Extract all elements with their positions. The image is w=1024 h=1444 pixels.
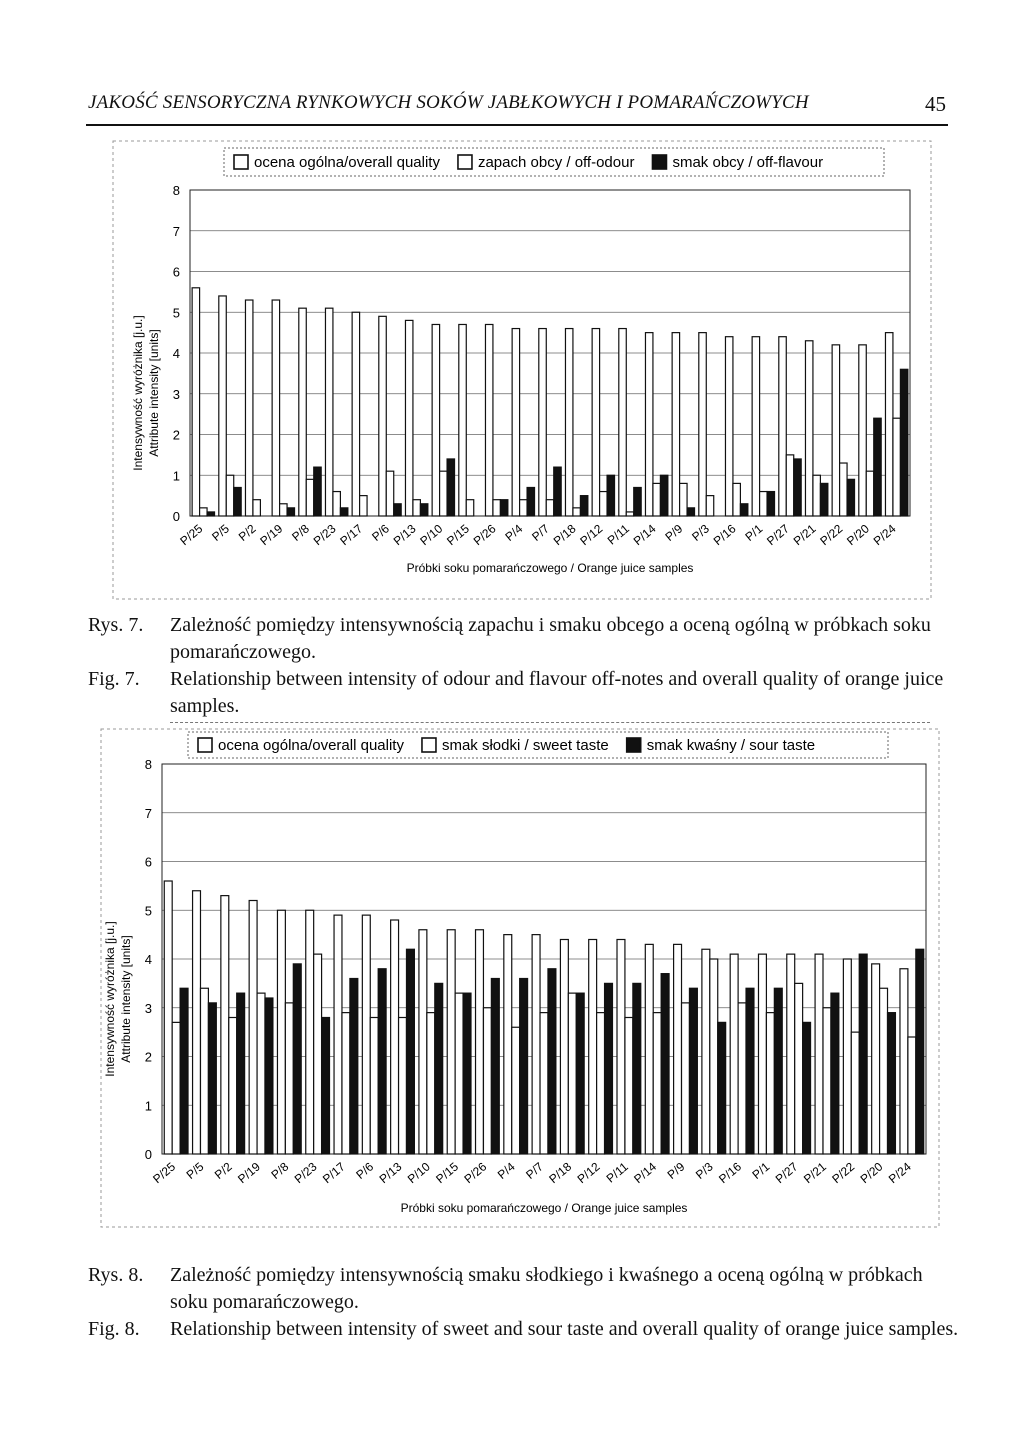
bar-P15-s1	[466, 500, 473, 516]
bar-P10-s1	[440, 471, 447, 516]
bar-P14-s1	[653, 483, 660, 516]
bar-P12-s2	[607, 475, 614, 516]
figure-8-label-pl: Rys. 8.	[88, 1264, 144, 1286]
bar-P18-s0	[565, 329, 572, 516]
x-tick-label: P/16	[716, 1159, 745, 1187]
bar-P8-s1	[306, 479, 313, 516]
bar-P12-s0	[592, 329, 599, 516]
figure-7-label-en: Fig. 7.	[88, 668, 140, 690]
bar-P2-s1	[229, 1018, 237, 1155]
bar-P2-s2	[237, 993, 245, 1154]
x-tick-label: P/26	[461, 1159, 490, 1187]
x-tick-label: P/7	[523, 1159, 546, 1182]
x-tick-label: P/3	[692, 1159, 716, 1182]
figure-7-caption-en	[88, 666, 960, 720]
bar-P26-s0	[485, 324, 492, 516]
x-tick-label: P/9	[664, 1159, 688, 1182]
bar-P1-s2	[774, 988, 782, 1154]
y-tick-label: 1	[172, 468, 180, 484]
bar-P19-s1	[280, 504, 287, 516]
bar-P3-s1	[710, 959, 718, 1154]
x-tick-label: P/14	[631, 1159, 660, 1187]
bar-P21-s2	[820, 483, 827, 516]
bar-P17-s0	[334, 915, 342, 1154]
bar-P8-s2	[293, 964, 301, 1154]
bar-P6-s1	[370, 1018, 378, 1155]
y-axis-label-pl: Intensywność wyróżnika [j.u.]	[103, 921, 117, 1077]
bar-P11-s2	[633, 983, 641, 1154]
bar-P23-s0	[325, 308, 332, 516]
bar-P18-s1	[568, 993, 576, 1154]
bar-P21-s2	[831, 993, 839, 1154]
x-tick-label: P/6	[369, 521, 392, 544]
bar-P17-s2	[350, 979, 358, 1155]
bar-P8-s1	[285, 1003, 293, 1154]
x-tick-label: P/14	[630, 521, 659, 549]
bar-P23-s2	[322, 1018, 330, 1155]
figure-separator	[170, 722, 930, 723]
bar-P16-s1	[738, 1003, 746, 1154]
y-tick-label: 2	[144, 1049, 152, 1065]
bar-P18-s1	[573, 508, 580, 516]
bar-P6-s2	[394, 504, 401, 516]
y-tick-label: 3	[144, 1000, 152, 1016]
bar-P19-s1	[257, 993, 265, 1154]
bar-P13-s0	[405, 320, 412, 516]
x-tick-label: P/10	[417, 521, 446, 549]
legend-label-1: smak słodki / sweet taste	[441, 737, 609, 754]
x-tick-label: P/7	[529, 521, 552, 544]
figure-7-label-pl: Rys. 7.	[88, 614, 144, 636]
bar-P8-s0	[299, 308, 306, 516]
bar-P21-s1	[823, 1008, 831, 1154]
legend-swatch-1	[422, 738, 436, 752]
y-tick-label: 7	[172, 223, 180, 239]
bar-P1-s0	[758, 954, 766, 1154]
bar-P5-s1	[226, 475, 233, 516]
y-axis-label-en: Attribute intensity [units]	[147, 329, 161, 457]
legend-swatch-0	[234, 155, 248, 169]
bar-P19-s2	[287, 508, 294, 516]
figure-8-caption-pl-text: Zależność pomiędzy intensywnością smaku słodkiego i kwaśnego a oceną ogólną w próbkach soku pomarańczowego.	[170, 1264, 923, 1313]
y-tick-label: 4	[172, 346, 180, 361]
bar-P3-s2	[718, 1022, 726, 1154]
x-tick-label: P/13	[376, 1159, 405, 1187]
bar-P7-s1	[546, 500, 553, 516]
x-tick-label: P/12	[574, 1159, 603, 1187]
bar-P7-s2	[554, 467, 561, 516]
x-tick-label: P/3	[689, 521, 712, 544]
x-tick-label: P/11	[604, 521, 632, 548]
bar-P6-s0	[362, 915, 370, 1154]
bar-P14-s0	[645, 944, 653, 1154]
x-tick-label: P/5	[209, 521, 232, 544]
bar-P6-s2	[378, 969, 386, 1154]
bar-P5-s0	[193, 891, 201, 1154]
x-tick-label: P/22	[829, 1159, 858, 1187]
legend-label-2: smak obcy / off-flavour	[672, 154, 824, 171]
bar-P4-s0	[512, 329, 519, 516]
bar-P12-s1	[600, 492, 607, 516]
bar-P17-s0	[352, 312, 359, 516]
bar-P22-s2	[859, 954, 867, 1154]
bar-P24-s0	[885, 333, 892, 516]
bar-P23-s1	[333, 492, 340, 516]
x-tick-label: P/25	[177, 521, 206, 549]
figure-8-caption-pl	[88, 1262, 960, 1316]
bar-P3-s0	[699, 333, 706, 516]
bar-P26-s2	[500, 500, 507, 516]
bar-P20-s0	[859, 345, 866, 516]
y-tick-label: 5	[144, 903, 152, 919]
bar-P7-s0	[532, 935, 540, 1154]
y-tick-label: 8	[172, 183, 180, 198]
bar-P20-s0	[872, 964, 880, 1154]
bar-P20-s2	[874, 418, 881, 516]
x-tick-label: P/18	[546, 1159, 575, 1187]
bar-P20-s1	[866, 471, 873, 516]
x-tick-label: P/17	[319, 1159, 348, 1187]
bar-P24-s1	[893, 418, 900, 516]
x-tick-label: P/20	[844, 521, 872, 549]
y-tick-label: 1	[144, 1098, 152, 1114]
x-tick-label: P/11	[603, 1159, 631, 1186]
x-tick-label: P/2	[211, 1159, 235, 1182]
x-tick-label: P/16	[710, 521, 739, 549]
bar-P11-s0	[617, 940, 625, 1155]
legend-swatch-1	[458, 155, 472, 169]
bar-P16-s0	[725, 337, 732, 516]
x-tick-label: P/12	[577, 521, 606, 549]
bar-P3-s0	[702, 949, 710, 1154]
y-tick-label: 2	[172, 427, 180, 443]
bar-P11-s0	[619, 329, 626, 516]
x-tick-label: P/27	[764, 521, 792, 549]
x-tick-label: P/4	[494, 1159, 518, 1182]
bar-P22-s0	[843, 959, 851, 1154]
bar-P19-s0	[249, 901, 257, 1155]
bar-P13-s1	[413, 500, 420, 516]
bar-P13-s1	[399, 1018, 407, 1155]
figure-8-chart	[100, 728, 940, 1228]
x-tick-label: P/4	[502, 521, 526, 544]
bar-P18-s2	[580, 496, 587, 516]
bar-P7-s0	[539, 329, 546, 516]
bar-P19-s0	[272, 300, 279, 516]
bar-P13-s0	[391, 920, 399, 1154]
bar-P25-s2	[207, 512, 214, 516]
x-tick-label: P/2	[235, 521, 259, 544]
bar-P5-s1	[200, 988, 208, 1154]
bar-P22-s1	[840, 463, 847, 516]
bar-P22-s1	[851, 1032, 859, 1154]
header-rule	[86, 124, 948, 126]
bar-P4-s0	[504, 935, 512, 1154]
bar-P26-s2	[491, 979, 499, 1155]
bar-P9-s0	[672, 333, 679, 516]
bar-P6-s1	[386, 471, 393, 516]
x-tick-label: P/19	[257, 521, 286, 549]
x-tick-label: P/18	[550, 521, 579, 549]
figure-7-svg	[112, 140, 932, 600]
x-tick-label: P/1	[742, 521, 766, 544]
x-tick-label: P/21	[800, 1159, 829, 1187]
x-tick-label: P/23	[291, 1159, 320, 1187]
bar-P20-s2	[888, 1013, 896, 1154]
bar-P24-s1	[908, 1037, 916, 1154]
bar-P16-s2	[740, 504, 747, 516]
x-tick-label: P/15	[433, 1159, 462, 1187]
x-axis-label: Próbki soku pomarańczowego / Orange juice samples	[400, 1201, 688, 1215]
y-tick-label: 4	[144, 952, 152, 967]
bar-P26-s1	[493, 500, 500, 516]
bar-P20-s1	[880, 988, 888, 1154]
x-tick-label: P/15	[444, 521, 472, 549]
bar-P2-s1	[253, 500, 260, 516]
bar-P5-s2	[208, 1003, 216, 1154]
figure-7-caption-pl-text: Zależność pomiędzy intensywnością zapachu i smaku obcego a oceną ogólną w próbkach soku pomarańczowego.	[170, 614, 931, 663]
bar-P24-s2	[916, 949, 924, 1154]
bar-P26-s0	[476, 930, 484, 1154]
bar-P9-s1	[682, 1003, 690, 1154]
x-tick-label: P/6	[353, 1159, 377, 1182]
bar-P11-s1	[625, 1018, 633, 1155]
x-tick-label: P/24	[870, 521, 899, 549]
bar-P27-s1	[786, 455, 793, 516]
bar-P23-s1	[314, 954, 322, 1154]
bar-P1-s0	[752, 337, 759, 516]
bar-P1-s2	[767, 492, 774, 516]
bar-P15-s2	[463, 993, 471, 1154]
bar-P22-s2	[847, 479, 854, 516]
y-tick-label: 7	[144, 805, 152, 821]
x-tick-label: P/5	[183, 1159, 207, 1182]
bar-P17-s1	[360, 496, 367, 516]
bar-P9-s1	[680, 483, 687, 516]
x-tick-label: P/24	[885, 1159, 914, 1187]
bar-P23-s2	[340, 508, 347, 516]
bar-P12-s2	[605, 983, 613, 1154]
bar-P14-s0	[645, 333, 652, 516]
legend-label-0: ocena ogólna/overall quality	[218, 737, 404, 754]
figure-7-caption-pl	[88, 612, 960, 666]
bar-P14-s1	[653, 1013, 661, 1154]
bar-P9-s0	[674, 944, 682, 1154]
bar-P27-s0	[779, 337, 786, 516]
bar-P10-s1	[427, 1013, 435, 1154]
bar-P13-s2	[420, 504, 427, 516]
legend-swatch-0	[198, 738, 212, 752]
x-tick-label: P/19	[235, 1159, 263, 1187]
figure-7-chart	[112, 140, 932, 600]
bar-P17-s1	[342, 1013, 350, 1154]
figure-8-caption-en-text: Relationship between intensity of sweet and sour taste and overall quality of orange juice samples.	[170, 1318, 959, 1340]
y-tick-label: 5	[172, 305, 180, 321]
bar-P25-s2	[180, 988, 188, 1154]
bar-P4-s2	[520, 979, 528, 1155]
y-tick-label: 0	[172, 509, 180, 524]
x-axis-label: Próbki soku pomarańczowego / Orange juice samples	[406, 561, 694, 575]
bar-P10-s0	[432, 324, 439, 516]
x-tick-label: P/17	[337, 521, 366, 549]
x-tick-label: P/20	[857, 1159, 886, 1187]
bar-P4-s1	[520, 500, 527, 516]
bar-P4-s1	[512, 1027, 520, 1154]
bar-P11-s2	[634, 487, 641, 516]
figure-8-svg	[100, 728, 940, 1228]
bar-P27-s1	[795, 983, 803, 1154]
x-tick-label: P/26	[470, 521, 499, 549]
bar-P6-s0	[379, 316, 386, 516]
bar-P15-s0	[459, 324, 466, 516]
bar-P4-s2	[527, 487, 534, 516]
bar-P25-s0	[164, 881, 172, 1154]
x-tick-label: P/9	[662, 521, 686, 544]
x-tick-label: P/13	[390, 521, 419, 549]
bar-P23-s0	[306, 910, 314, 1154]
bar-P16-s1	[733, 483, 740, 516]
bar-P14-s2	[660, 475, 667, 516]
legend-label-2: smak kwaśny / sour taste	[646, 737, 816, 754]
x-tick-label: P/1	[749, 1159, 773, 1182]
bar-P12-s1	[597, 1013, 605, 1154]
bar-P24-s0	[900, 969, 908, 1154]
x-tick-label: P/10	[404, 1159, 433, 1187]
y-axis-label-en: Attribute intensity [units]	[119, 935, 133, 1063]
bar-P22-s0	[832, 345, 839, 516]
bar-P10-s2	[447, 459, 454, 516]
x-tick-label: P/25	[150, 1159, 179, 1187]
bar-P9-s2	[687, 508, 694, 516]
bar-P25-s1	[172, 1022, 180, 1154]
legend-label-0: ocena ogólna/overall quality	[254, 154, 440, 171]
bar-P3-s1	[706, 496, 713, 516]
bar-P18-s0	[560, 940, 568, 1155]
bar-P10-s0	[419, 930, 427, 1154]
bar-P10-s2	[435, 983, 443, 1154]
y-tick-label: 0	[144, 1147, 152, 1162]
legend-label-1: zapach obcy / off-odour	[477, 154, 635, 171]
x-tick-label: P/8	[268, 1159, 292, 1182]
bar-P27-s2	[803, 1022, 811, 1154]
y-tick-label: 3	[172, 386, 180, 402]
bar-P2-s0	[221, 896, 229, 1154]
bar-P25-s0	[192, 288, 199, 516]
legend-swatch-2	[627, 738, 641, 752]
bar-P27-s2	[794, 459, 801, 516]
bar-P1-s1	[766, 1013, 774, 1154]
figure-8-label-en: Fig. 8.	[88, 1318, 140, 1340]
bar-P27-s0	[787, 954, 795, 1154]
x-tick-label: P/23	[310, 521, 339, 549]
bar-P8-s2	[314, 467, 321, 516]
x-tick-label: P/22	[817, 521, 846, 549]
bar-P5-s2	[234, 487, 241, 516]
bar-P15-s1	[455, 993, 463, 1154]
page-number: 45	[925, 92, 946, 116]
bar-P15-s0	[447, 930, 455, 1154]
bar-P7-s1	[540, 1013, 548, 1154]
figure-8-caption	[88, 1262, 960, 1343]
bar-P13-s2	[406, 949, 414, 1154]
bar-P25-s1	[200, 508, 207, 516]
running-head: JAKOŚĆ SENSORYCZNA RYNKOWYCH SOKÓW JABŁKOWYCH I POMARAŃCZOWYCH	[88, 92, 809, 113]
bar-P16-s0	[730, 954, 738, 1154]
figure-7-caption-en-text: Relationship between intensity of odour and flavour off-notes and overall quality of orange juice samples.	[170, 668, 944, 717]
bar-P14-s2	[661, 974, 669, 1154]
y-axis-label-pl: Intensywność wyróżnika [j.u.]	[131, 315, 145, 471]
bar-P9-s2	[689, 988, 697, 1154]
bar-P21-s1	[813, 475, 820, 516]
bar-P16-s2	[746, 988, 754, 1154]
bar-P21-s0	[805, 341, 812, 516]
bar-P19-s2	[265, 998, 273, 1154]
bar-P2-s0	[245, 300, 252, 516]
x-tick-label: P/27	[772, 1159, 801, 1187]
y-tick-label: 6	[172, 264, 180, 280]
bar-P12-s0	[589, 940, 597, 1155]
bar-P1-s1	[760, 492, 767, 516]
bar-P8-s0	[277, 910, 285, 1154]
figure-7-caption	[88, 612, 960, 720]
x-tick-label: P/21	[790, 521, 819, 549]
bar-P7-s2	[548, 969, 556, 1154]
bar-P18-s2	[576, 993, 584, 1154]
x-tick-label: P/8	[289, 521, 312, 544]
bar-P26-s1	[483, 1008, 491, 1154]
bar-P21-s0	[815, 954, 823, 1154]
bar-P11-s1	[626, 512, 633, 516]
y-tick-label: 8	[144, 757, 152, 772]
bar-P5-s0	[219, 296, 226, 516]
y-tick-label: 6	[144, 854, 152, 870]
bar-P24-s2	[900, 369, 907, 516]
legend-swatch-2	[652, 155, 666, 169]
figure-8-caption-en	[88, 1316, 960, 1343]
